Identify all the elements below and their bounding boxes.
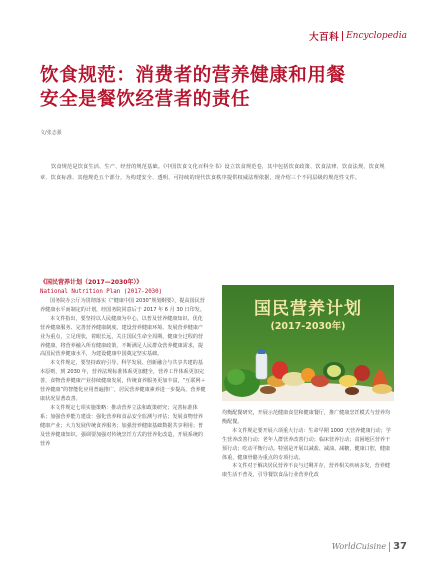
body-paragraph: 国务院办公厅为贯彻落实《“健康中国 2030”规划纲要》，提高国民营养健康水平而制定的计划，经国务院同意后于 2017 年 6 月 30 日印发。 bbox=[40, 298, 205, 313]
article-title bbox=[40, 64, 410, 112]
page-footer bbox=[332, 541, 407, 552]
poster-title: 国民营养计划 bbox=[254, 299, 362, 319]
footer-brand: WorldCuisine bbox=[331, 542, 387, 551]
body-paragraph: 本文件规定七项实施策略：推动营养立法和政策研究；完善标准体系；加强营养能力建设：强化营养和食品安全监测与评估；发展食物营养健康产业；大力发展传统食养服务；加强营养健康基础数据共享利用；普及营养健康知识。强调要加强对传统烹饪方式的营养化改造，开展系统的营养 bbox=[40, 404, 204, 447]
body-paragraph: 本文件规定，要坚持政府引导、科学发展、创新融合与共享共建的基本原则，到 2030 年，营养法规标准体系更加健全，营养工作体系更加完善，食物营养健康产业持续健康发展，传统食养服务更加丰富，“互联网＋营养健康”的智能化应用普遍推广，居民营养健康素养进一步提高，营养健康状况显著改善。 bbox=[40, 360, 206, 402]
food-illustration bbox=[222, 285, 394, 401]
title-line-2: 安全是餐饮经营者的责任 bbox=[40, 89, 251, 110]
poster-subtitle: (2017-2030年) bbox=[270, 321, 346, 332]
section-header bbox=[309, 29, 407, 43]
page-number: 37 bbox=[393, 541, 407, 552]
body-paragraph: 本文件对于解决居民营养不良与过剩并存，营养相关疾病多发，营养健康生活不普及，引导餐饮食品行业营养化改 bbox=[222, 463, 390, 479]
section-divider bbox=[342, 31, 343, 41]
section-label-en: Encyclopedia bbox=[346, 31, 407, 41]
body-paragraph: 本文件规定要开展六项重大行动：生命早期 1000 天营养健康行动；学生营养改善行动；老年人群营养改善行动；临床营养行动；贫困地区营养干预行动；吃动平衡行动。特别是开展以减盐、减油、减糖，健康口腔，健康体重，健康骨骼为重点的专项行动。 bbox=[222, 427, 391, 461]
right-column bbox=[222, 409, 394, 480]
footer-divider bbox=[389, 542, 390, 552]
article-author: 文/张志强 bbox=[40, 130, 62, 136]
subheading-cn: 《国民营养计划（2017—2030年）》 bbox=[40, 279, 143, 286]
section-label-cn: 大百科 bbox=[309, 32, 340, 43]
subheading-en: National Nutrition Plan (2017-2030) bbox=[40, 289, 163, 295]
title-line-1: 饮食规范：消费者的营养健康和用餐 bbox=[40, 65, 346, 86]
nutrition-plan-poster bbox=[222, 285, 394, 401]
left-column bbox=[40, 278, 206, 448]
body-paragraph: 本文件指出，要坚持以人民健康为中心，以普及营养健康知识、优化营养健康服务、完善营养健康制度、建设营养健康环境、发展营养健康产业为重点，立足现状，着眼长远，关注国民生命全周期、健康全过程的营养健康，将营养融入所有健康政策，不断满足人民群众营养健康需求，提高国民营养健康水平，为建设健康中国奠定坚实基础。 bbox=[40, 315, 204, 358]
article-intro: 饮食规范是饮食生活、生产、经营的规范基础。《中国饮食文化百科全书》设立饮食规范卷，其中包括饮食政策、饮食法律、饮食法规、饮食规章、饮食标准、其他规范五个部分，为构建安全、透明、可持续的现代饮食秩序提供权威法理依据，现介绍三个不同层级的规范性文件。 bbox=[40, 164, 385, 181]
body-paragraph: 均衡配餐研究，开展示范健康食堂和健康餐厅，推广健康烹饪模式与营养均衡配餐。 bbox=[222, 410, 391, 425]
